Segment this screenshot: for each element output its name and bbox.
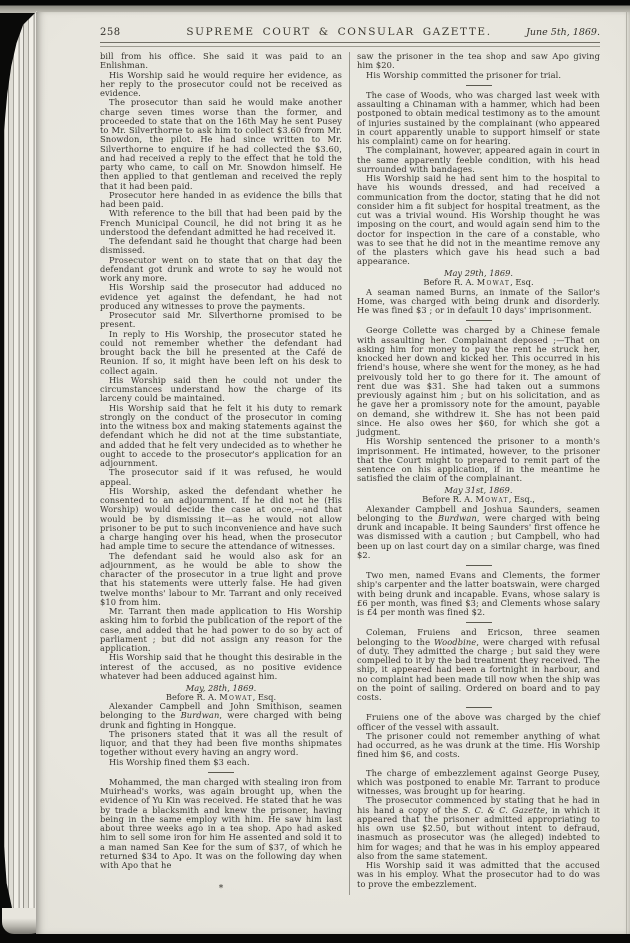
- book-bottom-edge: [0, 934, 630, 943]
- paragraph: Alexander Campbell and Joshua Saunders, seamen belonging to the Burdwan, were charged with being drunk and incapable. It being Saunders' first offence he was dismissed with a caution ; but Campbell, who had been up on last court day on a similar charge, was fined $2.: [357, 503, 600, 560]
- judge-line: Before R. A. Mowat, Esq.: [423, 277, 534, 288]
- gazette-page: [36, 12, 630, 934]
- paragraph: His Worship sentenced the prisoner to a month's imprisonment. He intimated, however, to the prisoner that the Court might to prepared to remit part of the sentence on his application, if in the meantime he satisfied the claim of the complainant.: [357, 436, 600, 484]
- section-divider: [466, 707, 492, 708]
- paragraph: His Worship said he would require her evidence, as her reply to the prosecutor could not be received as evidence.: [100, 69, 343, 98]
- column-right: [349, 52, 600, 895]
- printers-mark: *: [218, 884, 224, 895]
- paragraph: Fruiens one of the above was charged by the chief officer of the vessel with assault.: [357, 712, 600, 732]
- date-heading: May 31st, 1869.: [444, 485, 513, 495]
- paragraph: The defendant said he would also ask for an adjournment, as he would be able to show the character of the prosecutor in a true light and prove that his statements were utterly false. He had given twelve months' labour to Mr. Tarrant and only received $10 from him.: [100, 550, 343, 607]
- column-left: [100, 52, 349, 895]
- paragraph: The charge of embezzlement against George Pusey, which was postponed to enable Mr. Tarrant to produce witnesses, was brought up for hearing.: [357, 767, 600, 796]
- paragraph: The prosecutor commenced by stating that he had in his hand a copy of the S. C. & C. Gazette, in which it appeared that the prisoner admitted appropriating to his own use $2.50, but without intent to defraud, inasmuch as prosecutor was (he alleged) indebted to him for wages; and that he was in his employ appeared also from the same statement.: [357, 795, 600, 861]
- paragraph: With reference to the bill that had been paid by the French Municipal Council, he did not bring it as he understood the defendant admitted he had received it.: [100, 208, 343, 237]
- paragraph: The prosecutor than said he would make another charge seven times worse than the former, and proceeded to state that on the 16th May he sent Pusey to Mr. Silverthorne to ask him to collect $3.60 from Mr. Snowdon, the pilot. He had since written to Mr. Silverthorne to enquire if he had collected the $3.60, and had received a reply to the effect that he told the party who came, to call on Mr. Snowdon himself. He then applied to that gentleman and received the reply that it had been paid.: [100, 97, 343, 191]
- date-heading: May 29th, 1869.: [443, 268, 514, 278]
- paragraph: Prosecutor said Mr. Silverthorne promised to be present.: [100, 310, 343, 330]
- paragraph: His Worship fined them $3 each.: [109, 756, 250, 767]
- paragraph: A seaman named Burns, an inmate of the Sailor's Home, was charged with being drunk and disorderly. He was fined $3 ; or in default 10 days' imprisonment.: [357, 286, 600, 315]
- judge-line: Before R. A. Mowat, Esq.: [165, 691, 277, 702]
- paragraph: Alexander Campbell and John Smithison, seamen belonging to the Burdwan, were charged with being drunk and fighting in Hongque.: [100, 701, 343, 730]
- masthead: [100, 26, 600, 38]
- paragraph: His Worship, asked the defendant whether he consented to an adjournment. If he did not he (His Worship) would decide the case at once,—and that would be by dismissing it—as he would not allow prisoner to be put to such inconvenience and have such a charge hanging over his head, when the prosecutor had ample time to secure the attendance of witnesses.: [100, 485, 343, 552]
- paragraph: saw the prisoner in the tea shop and saw Apo giving him $20.: [357, 51, 600, 71]
- paragraph: Two men, named Evans and Clements, the former ship's carpenter and the latter boatswain, were charged with being drunk and incapable. Evans, whose salary is £6 per month, was fined $3; and Clements whose salary is £4 per month was fined $2.: [357, 570, 600, 617]
- judge-line: Before R. A. Mowat, Esq.,: [422, 494, 535, 505]
- paragraph: His Worship said it was admitted that the accused was in his employ. What the prosecutor had to do was to prove the embezzlement.: [357, 860, 600, 889]
- section-divider: [466, 320, 492, 321]
- paragraph: His Worship said then he could not under the circumstances understand how the charge of its larceny could be maintained.: [100, 374, 343, 404]
- page-number: 258: [100, 27, 121, 38]
- paragraph: The complainant, however, appeared again in court in the same apparently feeble condition, with his head surrounded with bandages.: [357, 145, 600, 174]
- paragraph: Mr. Tarrant then made application to His Worship asking him to forbid the publication of the report of the case, and added that he had power to do so by act of parliament ; but did not assign any reason for the application.: [100, 606, 343, 653]
- paragraph: His Worship said that he thought this desirable in the interest of the accused, as no positive evidence whatever had been adduced against him.: [100, 652, 343, 681]
- masthead-rule: [100, 42, 600, 47]
- paragraph: Mohammed, the man charged with stealing iron from Muirhead's works, was again brought up, when the evidence of Yu Kin was received. He stated that he was by trade a blacksmith and knew the prisoner, having being in the same employ with him. He saw him last about three weeks ago in a tea shop. Apo had asked him to sell some iron for him He assented and sold it to a man named San Kee for the sum of $37, of which he returned $34 to Apo. It was on the following day when with Apo that he: [100, 776, 343, 870]
- paragraph: The prisoners stated that it was all the result of liquor, and that they had been five months shipmates together without every having an angry word.: [100, 728, 343, 758]
- date-heading: May, 28th, 1869.: [185, 682, 257, 693]
- paragraph: His Worship committed the prisoner for trial.: [366, 69, 562, 80]
- section-divider: [466, 85, 492, 86]
- paragraph: Coleman, Fruiens and Ericson, three seamen belonging to the Woodbine, were charged with refusal of duty. They admitted the charge ; but said they were compelled to it by the bad treatment they received. The ship, it appeared had been a fortnight in harbour, and no complaint had been made till now when the ship was on the point of sailing. Ordered on board and to pay costs.: [357, 627, 600, 702]
- paragraph: Prosecutor went on to state that on that day the defendant got drunk and wrote to say he would not work any more.: [100, 254, 343, 283]
- section-divider: [208, 772, 234, 773]
- paragraph: bill from his office. She said it was paid to an Enlishman.: [100, 51, 343, 71]
- paragraph: His Worship said the prosecutor had adduced no evidence yet against the defendant, he had not produced any witnesses to prove the payments.: [100, 282, 343, 311]
- paragraph: The defendant said he thought that charge had been dismissed.: [100, 236, 343, 256]
- paragraph: The prosecutor said if it was refused, he would appeal.: [100, 467, 343, 487]
- paragraph: Prosecutor here handed in as evidence the bills that had been paid.: [100, 189, 343, 209]
- paragraph: The case of Woods, who was charged last week with assaulting a Chinaman with a hammer, which had been postponed to obtain medical testimony as to the amount of injuries sustained by the complainant (who appeared in court apparently unable to support himself or state his complaint) came on for hearing.: [357, 89, 600, 146]
- paragraph: His Worship said that he felt it his duty to remark strongly on the conduct of the prosecutor in coming into the witness box and making statements against the defendant which he did not at the time substantiate, and added that he felt very undecided as to whether he ought to accede to the prosecutor's application for an adjournment.: [100, 402, 343, 468]
- paragraph: George Collette was charged by a Chinese female with assaulting her. Complainant deposed ;—That on asking him for money to pay the rent he struck her, knocked her down and kicked her. This occurred in his friend's house, where she went for the money, as he had preivously told her to go there for it. The amount of rent due was $31. She had taken out a summons previously against him ; but on his solicitation, and as he gave her a promissory note for the amount, payable on demand, she withdrew it. She has not been paid since. He also owes her $60, for which she got a judgment.: [357, 325, 600, 437]
- section-divider: [466, 622, 492, 623]
- book-spine-pages: [4, 11, 37, 929]
- issue-date: June 5th, 1869.: [526, 27, 600, 38]
- text-columns: [100, 52, 600, 895]
- paragraph: His Worship said he had sent him to the hospital to have his wounds dressed, and had received a communication from the doctor, stating that he did not consider him a fit subject for hospital treatment, as the cut was a trivial wound. His Worship thought he was imposing on the court, and would again send him to the doctor for inspection in the care of a constable, who was to see that he did not in the meantime remove any of the plasters which gave his head such a bad appearance.: [357, 173, 600, 267]
- paragraph: In reply to His Worship, the prosecutor stated he could not remember whether the defendant had brought back the bill he presented at the Café de Reunion. If so, it might have been left on his desk to collect again.: [100, 328, 343, 376]
- page-title: SUPREME COURT & CONSULAR GAZETTE.: [186, 26, 492, 38]
- section-divider: [466, 565, 492, 566]
- paragraph: The prisoner could not remember anything of what had occurred, as he was drunk at the time. His Worship fined him $6, and costs.: [357, 730, 600, 760]
